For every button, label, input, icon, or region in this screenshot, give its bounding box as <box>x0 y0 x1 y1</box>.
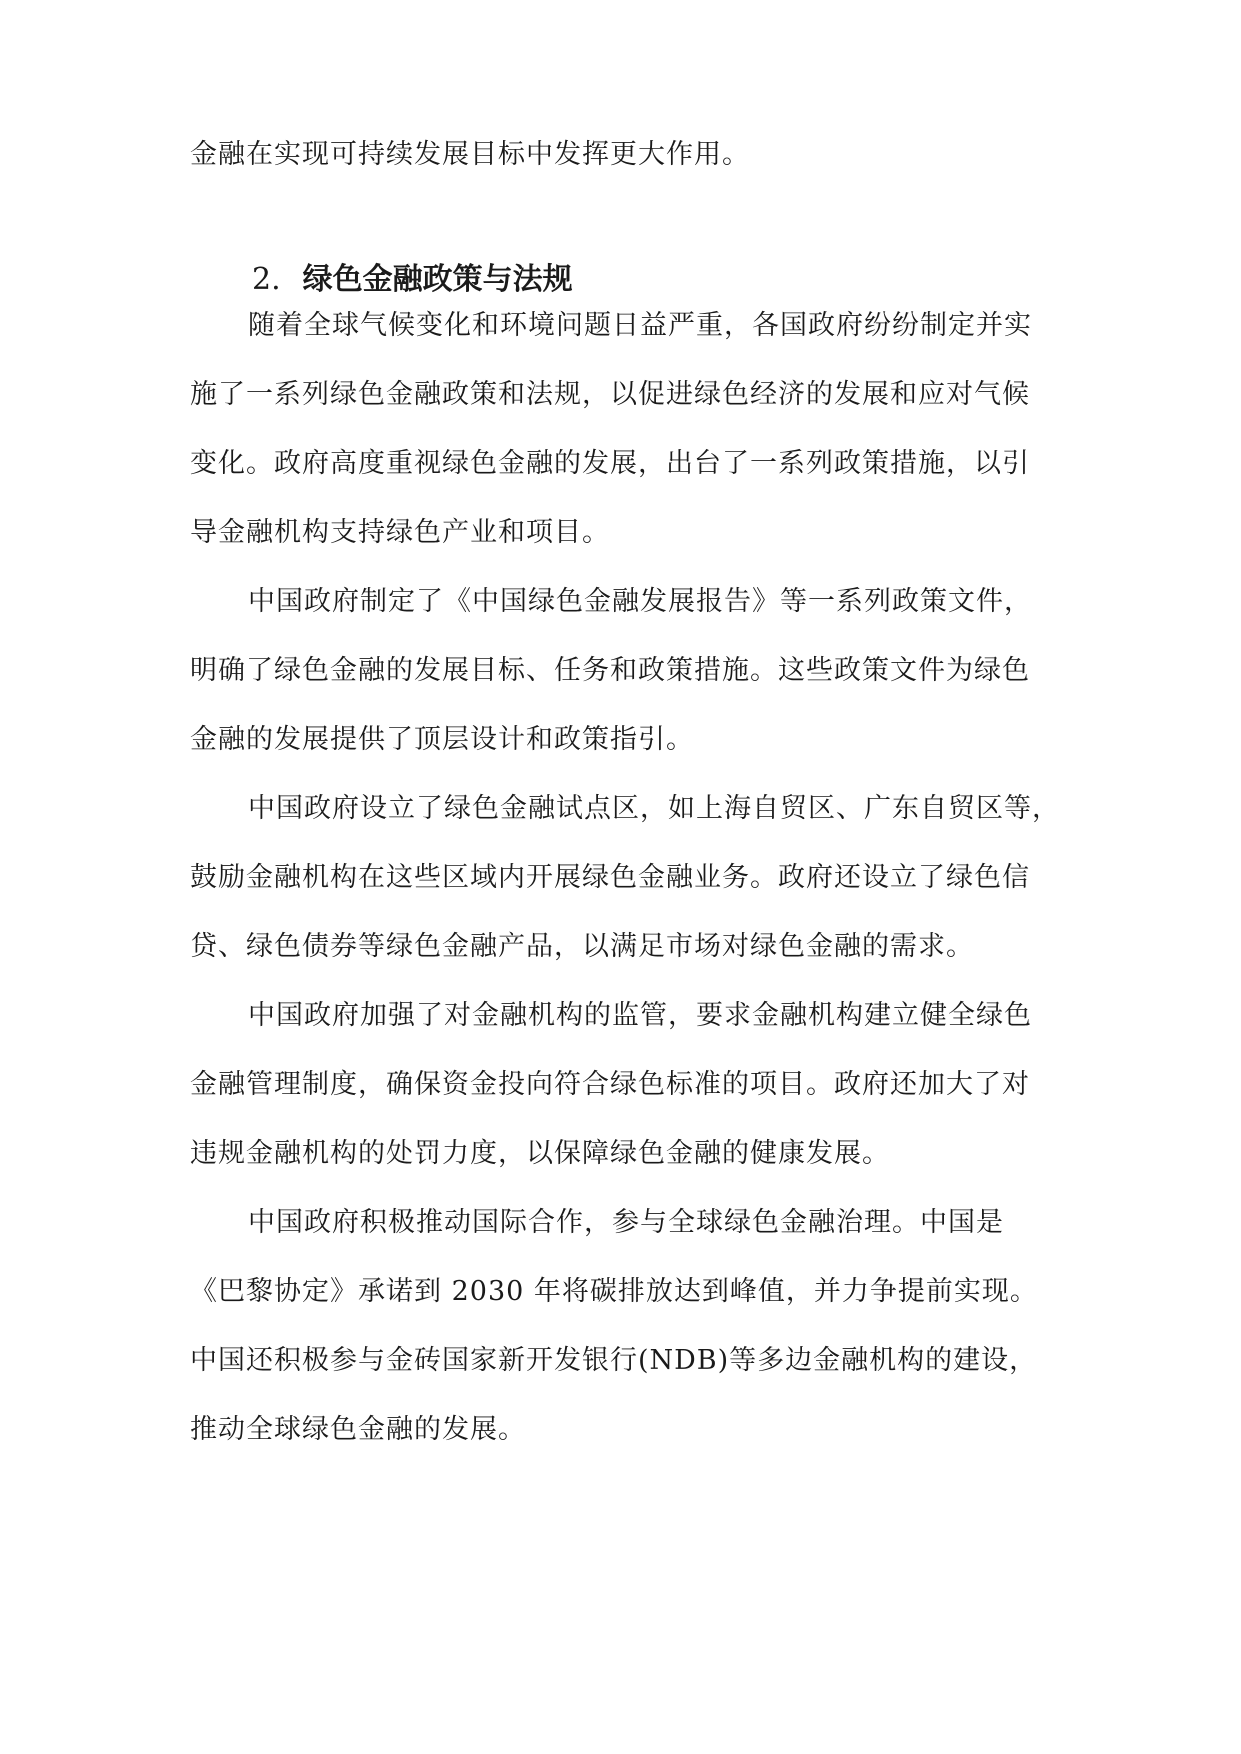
paragraph-line: 推动全球绿色金融的发展。 <box>190 1414 526 1445</box>
section-number: 2. <box>252 262 281 297</box>
paragraph-line: 中国政府加强了对金融机构的监管，要求金融机构建立健全绿色 <box>248 1000 1032 1031</box>
paragraph-line: 施了一系列绿色金融政策和法规，以促进绿色经济的发展和应对气候 <box>190 379 1030 410</box>
paragraph-line: 中国政府设立了绿色金融试点区，如上海自贸区、广东自贸区等， <box>248 793 1060 824</box>
paragraph-line: 贷、绿色债券等绿色金融产品，以满足市场对绿色金融的需求。 <box>190 931 974 962</box>
section-heading <box>252 258 573 302</box>
continuation-line: 金融在实现可持续发展目标中发挥更大作用。 <box>190 139 750 170</box>
paragraph-line: 鼓励金融机构在这些区域内开展绿色金融业务。政府还设立了绿色信 <box>190 862 1030 893</box>
paragraph-line: 变化。政府高度重视绿色金融的发展，出台了一系列政策措施，以引 <box>190 448 1030 479</box>
paragraph-line: 中国政府制定了《中国绿色金融发展报告》等一系列政策文件， <box>248 586 1032 617</box>
paragraph-line: 导金融机构支持绿色产业和项目。 <box>190 517 610 548</box>
paragraph-line: 金融的发展提供了顶层设计和政策指引。 <box>190 724 694 755</box>
paragraph-line: 随着全球气候变化和环境问题日益严重，各国政府纷纷制定并实 <box>248 310 1032 341</box>
paragraph-line: 《巴黎协定》承诺到 2030 年将碳排放达到峰值，并力争提前实现。 <box>190 1276 1038 1307</box>
paragraph-line: 中国政府积极推动国际合作，参与全球绿色金融治理。中国是 <box>248 1207 1004 1238</box>
paragraph-line: 金融管理制度，确保资金投向符合绿色标准的项目。政府还加大了对 <box>190 1069 1030 1100</box>
paragraph-line: 中国还积极参与金砖国家新开发银行(NDB)等多边金融机构的建设， <box>190 1345 1038 1376</box>
paragraph-line: 违规金融机构的处罚力度，以保障绿色金融的健康发展。 <box>190 1138 890 1169</box>
section-title: 绿色金融政策与法规 <box>302 262 573 297</box>
paragraph-line: 明确了绿色金融的发展目标、任务和政策措施。这些政策文件为绿色 <box>190 655 1030 686</box>
